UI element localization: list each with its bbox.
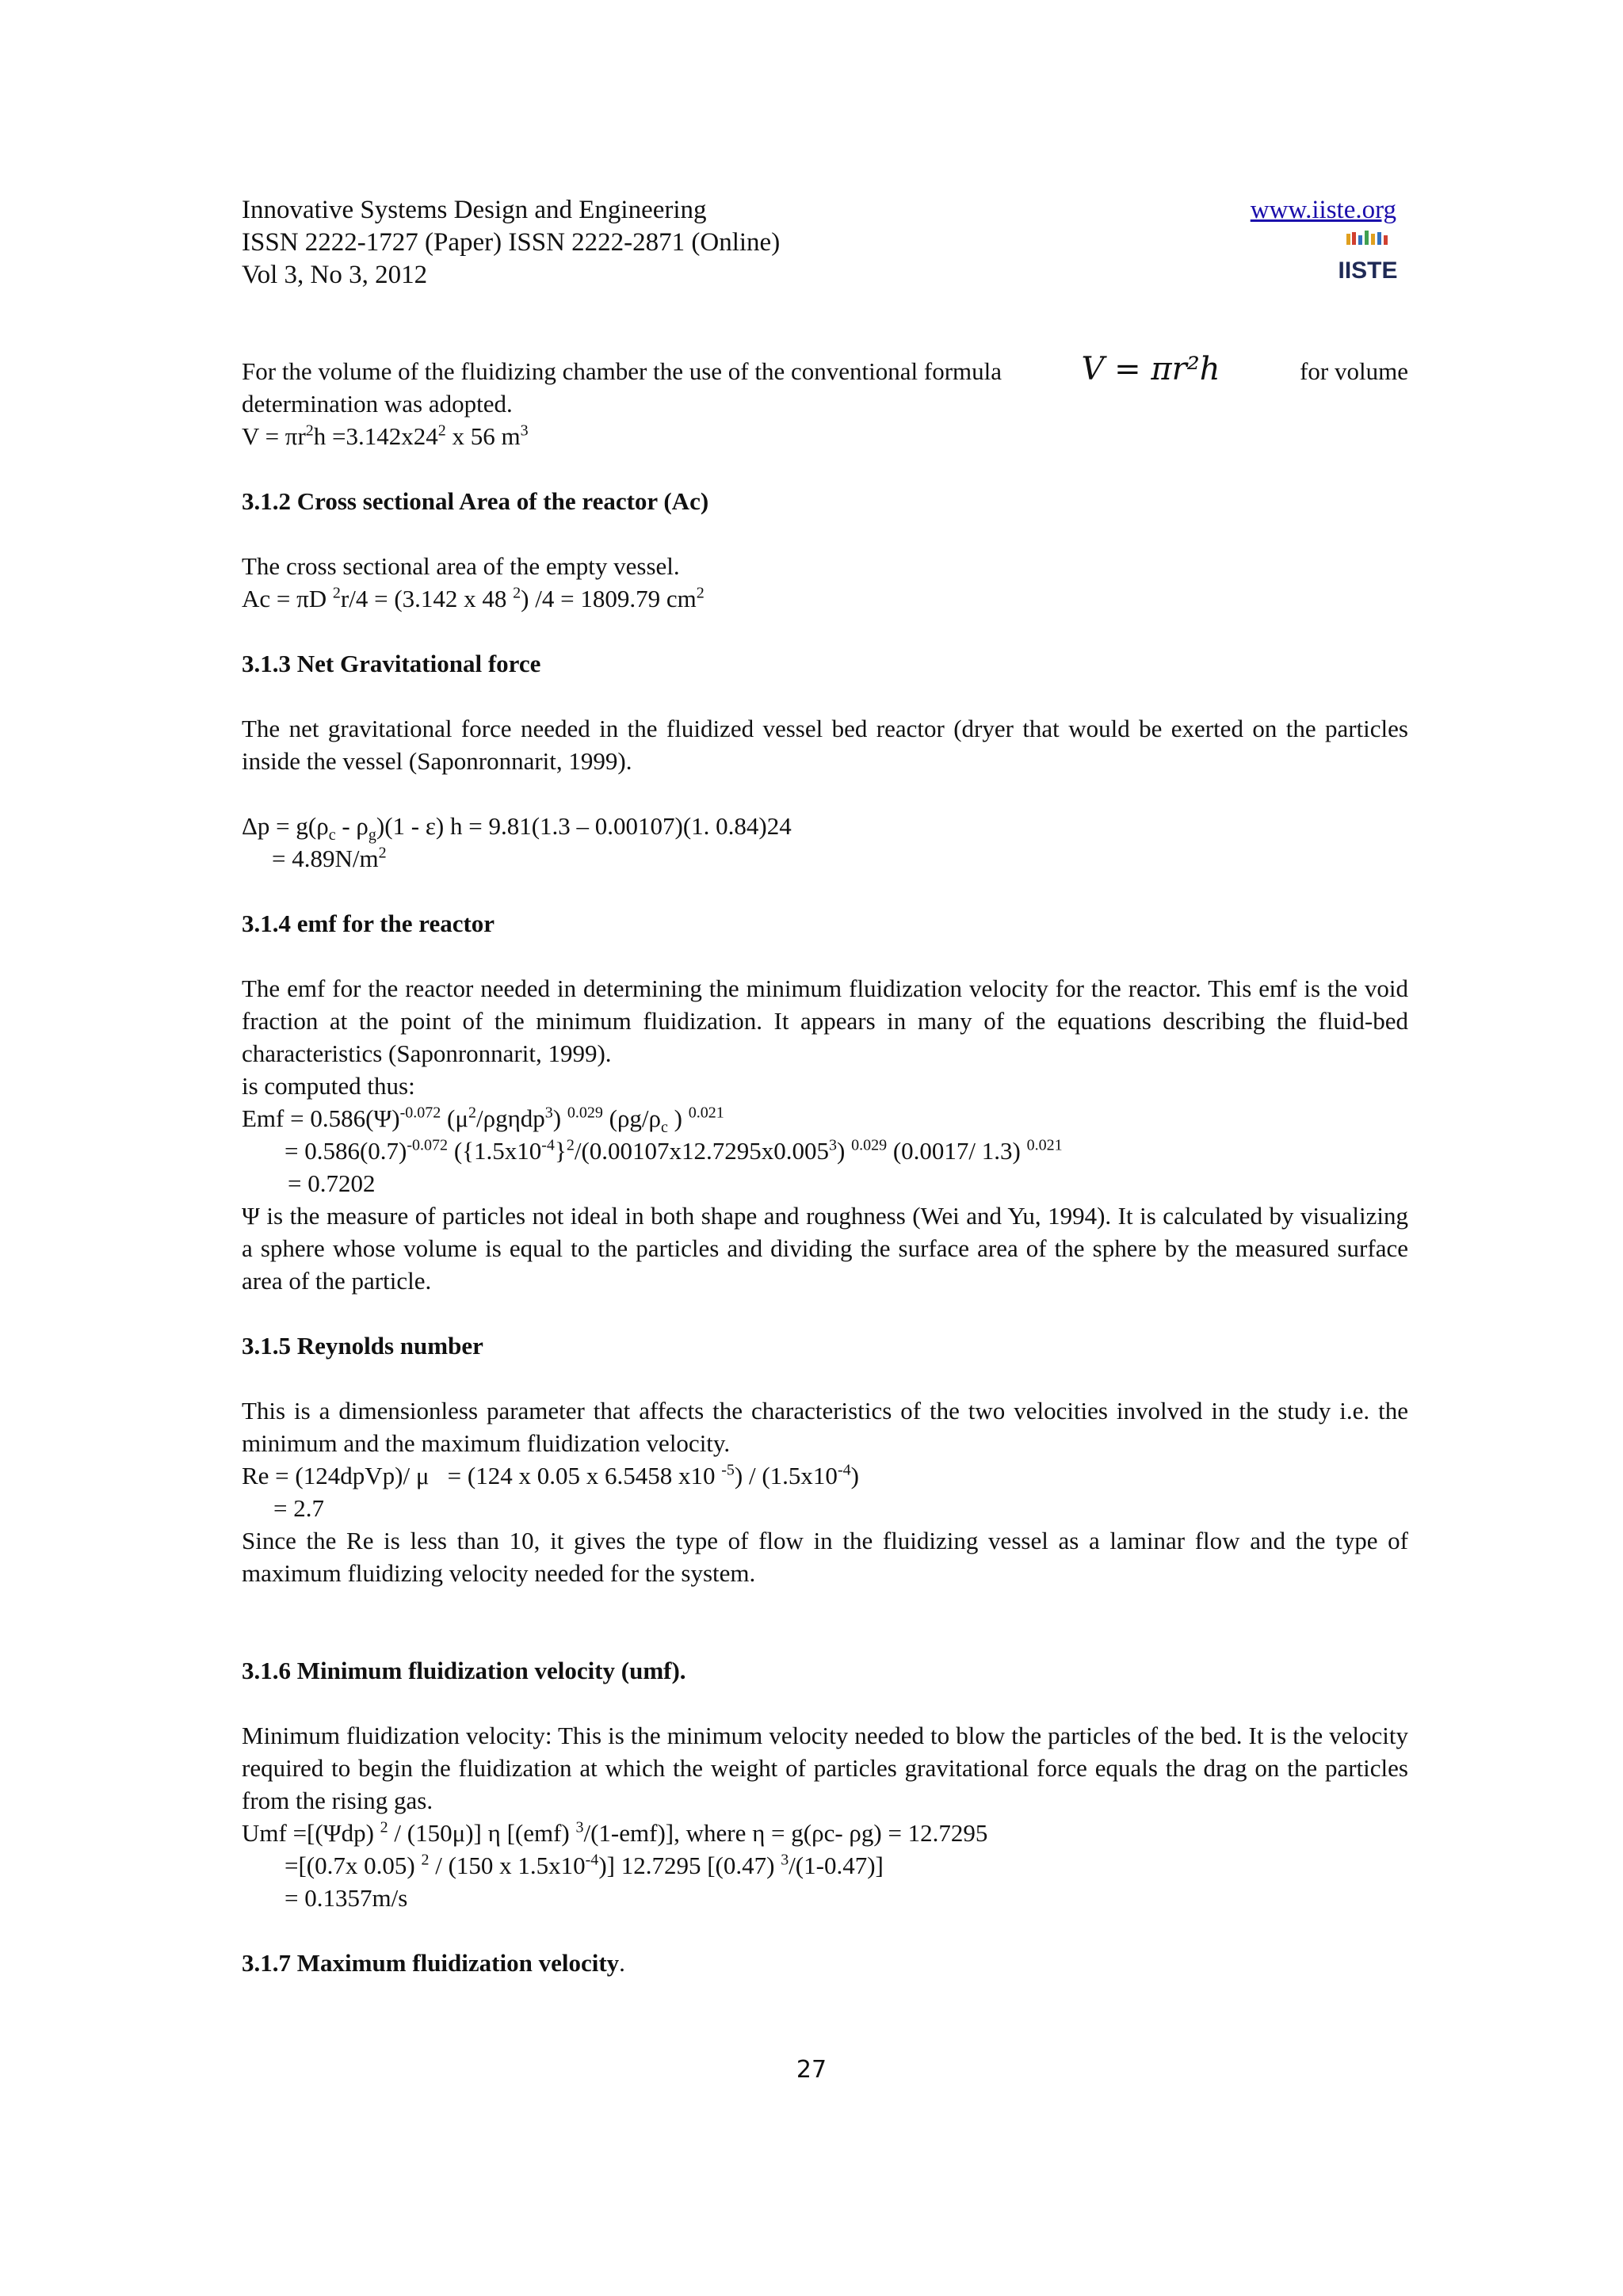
page-number: 27	[796, 2056, 827, 2084]
journal-url-link[interactable]: www.iiste.org	[1250, 196, 1396, 224]
emf-substitution: = $0.586(0.7)^{-0.072}$ ($\{1.5x10^{-4}\}^2/(0.00107x12.7295x0.005^3)$ $^{0.029}$ (0.0017/ 1.3) $^{0.021}$	[285, 1136, 1063, 1165]
section-3-1-4-computed: is computed thus:	[242, 1072, 415, 1100]
volume-formula: V = πr²h	[1081, 351, 1220, 387]
journal-issn: ISSN 2222-1727 (Paper) ISSN 2222-2871 (Online)	[242, 228, 781, 257]
intro-text-a: For the volume of the fluidizing chamber the use of the conventional formula	[242, 357, 1002, 385]
psi-definition-text: Ψ is the measure of particles not ideal in both shape and roughness (Wei and Yu, 1994). It is calculated by visualizing a sphere whose volume is equal to the particles and dividing the surface area of the sphere by the measured surface area of the particle.	[242, 1202, 1408, 1295]
logo-text: IISTE	[1338, 257, 1398, 284]
section-3-1-2-text: The cross sectional area of the empty vessel.	[242, 552, 680, 580]
journal-header	[242, 194, 780, 292]
section-3-1-5-text: This is a dimensionless parameter that affects the characteristics of the two velocities involved in the study i.e. the minimum and the maximum fluidization velocity.	[242, 1397, 1408, 1457]
intro-formula-row	[242, 353, 1408, 387]
section-3-1-4-text: The emf for the reactor needed in determining the minimum fluidization velocity for the reactor. This emf is the void fraction at the point of the minimum fluidization. It appears in many of the equations describing the fluid-bed characteristics (Saponronnarit, 1999).	[242, 974, 1408, 1067]
area-equation: Ac = πD $^2$r/4 = (3.142 x 48 $^2$) /4 = 1809.79 $cm^2$	[242, 584, 705, 612]
section-heading-3-1-4: 3.1.4 emf for the reactor	[242, 910, 495, 937]
section-3-1-3-text: The net gravitational force needed in the fluidized vessel bed reactor (dryer that would be exerted on the particles inside the vessel (Saponronnarit, 1999).	[242, 715, 1408, 775]
pressure-result: = $4.89N/m^2$	[272, 844, 387, 872]
section-heading-3-1-5: 3.1.5 Reynolds number	[242, 1332, 483, 1360]
intro-text-b: for volume	[1300, 357, 1408, 385]
section-heading-3-1-3: 3.1.3 Net Gravitational force	[242, 650, 541, 677]
emf-equation: Emf = $0.586(\Psi)^{-0.072}$ $(\mu^2/\rho g\eta dp^3)$ $^{0.029}$ ($\rho g/\rho_c$ ) $^{0.021}$	[242, 1104, 724, 1137]
journal-title: Innovative Systems Design and Engineering	[242, 196, 707, 224]
umf-equation: Umf =[(Ψdp) $^2$ / (150μ)] η [(emf) $^3$/(1-emf)], where η = g(ρc- ρg) = 12.7295	[242, 1818, 988, 1847]
intro-text-c: determination was adopted.	[242, 390, 513, 418]
journal-volume: Vol 3, No 3, 2012	[242, 261, 428, 289]
pressure-equation: $\Delta p = g(\rho_c - \rho_g)(1 - \varepsilon) h = 9.81(1.3 - 0.00107)(1$. 0.84)24	[242, 812, 792, 845]
umf-substitution: =[(0.7x 0.05) $^2$ / (150 x $1.5x10^{-4}$)] 12.7295 [(0.47) $^3$/(1-0.47)]	[285, 1851, 884, 1879]
section-3-1-7-period: .	[619, 1949, 625, 1977]
section-heading-3-1-7	[242, 1947, 1408, 1979]
section-heading-3-1-6: 3.1.6 Minimum fluidization velocity (umf).	[242, 1657, 686, 1684]
article-body	[242, 353, 1408, 1979]
volume-equation: $V = \pi r^2h =3.142x24^2$ x 56 $m^3$	[242, 421, 529, 450]
section-3-1-7-title: 3.1.7 Maximum fluidization velocity	[242, 1949, 620, 1977]
reynolds-equation: Re = (124dpVp)/ μ = (124 x 0.05 x 6.5458 x10 $^{-5}) / (1.5x10^{-4})$	[242, 1461, 859, 1489]
emf-result: = 0.7202	[288, 1169, 376, 1197]
umf-result: = 0.1357m/s	[285, 1884, 408, 1912]
section-3-1-6-text: Minimum fluidization velocity: This is the minimum velocity needed to blow the particles of the bed. It is the velocity required to begin the fluidization at which the weight of particles gravitational force equals the drag on the particles from the rising gas.	[242, 1722, 1408, 1814]
iiste-logo	[1338, 229, 1398, 284]
section-heading-3-1-2: 3.1.2 Cross sectional Area of the reactor (Ac)	[242, 487, 709, 515]
reynolds-result: = 2.7	[273, 1494, 324, 1522]
section-3-1-5-text-2: Since the Re is less than 10, it gives the type of flow in the fluidizing vessel as a laminar flow and the type of maximum fluidizing velocity needed for the system.	[242, 1527, 1408, 1587]
